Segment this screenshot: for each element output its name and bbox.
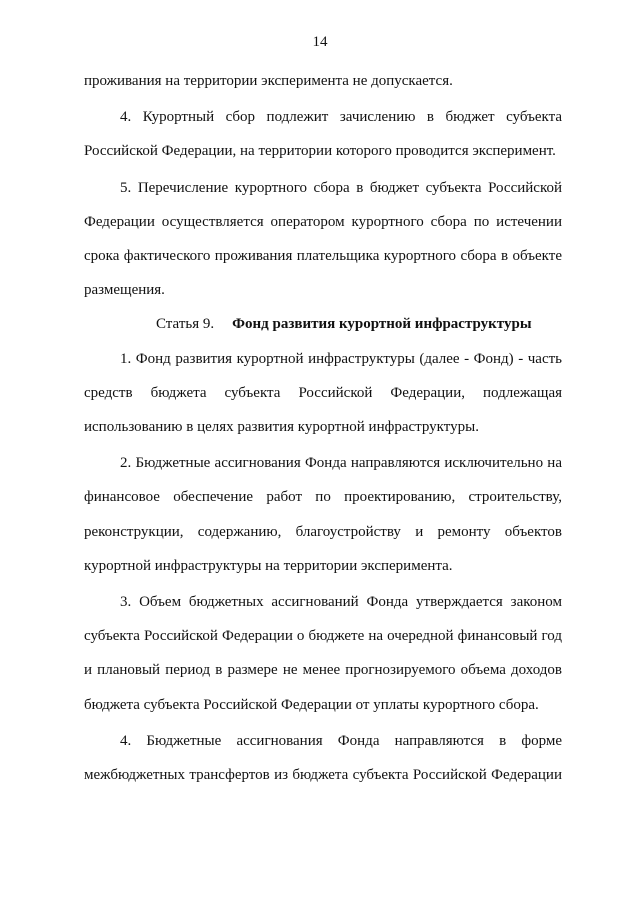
paragraph-article9-clause-2: 2. Бюджетные ассигнования Фонда направляются исключительно на финансовое обеспечение работ по проектированию, строительству, реконструкции, содержанию, благоустройству и ремонту объектов курортной инфраструктуры на территории эксперимента. [84,455,562,574]
paragraph-article9-clause-3: 3. Объем бюджетных ассигнований Фонда утверждается законом субъекта Российской Федерации о бюджете на очередной финансовый год и плановый период в размере не менее прогнозируемого объема доходов бюджета субъекта Российской Федерации от уплаты курортного сбора. [84,594,562,713]
article-number: Статья 9. [156,316,215,333]
paragraph-clause-4: 4. Курортный сбор подлежит зачислению в бюджет субъекта Российской Федерации, на территории которого проводится эксперимент. [84,109,562,160]
paragraph-article9-clause-1: 1. Фонд развития курортной инфраструктуры (далее - Фонд) - часть средств бюджета субъекта Российской Федерации, подлежащая использованию в целях развития курортной инфраструктуры. [84,350,562,436]
page-number: 14 [312,34,328,50]
article-heading [84,307,562,341]
paragraph-continuation: проживания на территории эксперимента не допускается. [84,73,453,89]
document-body [84,64,562,792]
paragraph-article9-clause-4: 4. Бюджетные ассигнования Фонда направляются в форме межбюджетных трансфертов из бюджета субъекта Российской Федерации [84,732,562,784]
article-title: Фонд развития курортной инфраструктуры [232,316,532,333]
paragraph-clause-5: 5. Перечисление курортного сбора в бюджет субъекта Российской Федерации осуществляется оператором курортного сбора по истечении срока фактического проживания плательщика курортного сбора в объекте размещения. [84,179,562,299]
